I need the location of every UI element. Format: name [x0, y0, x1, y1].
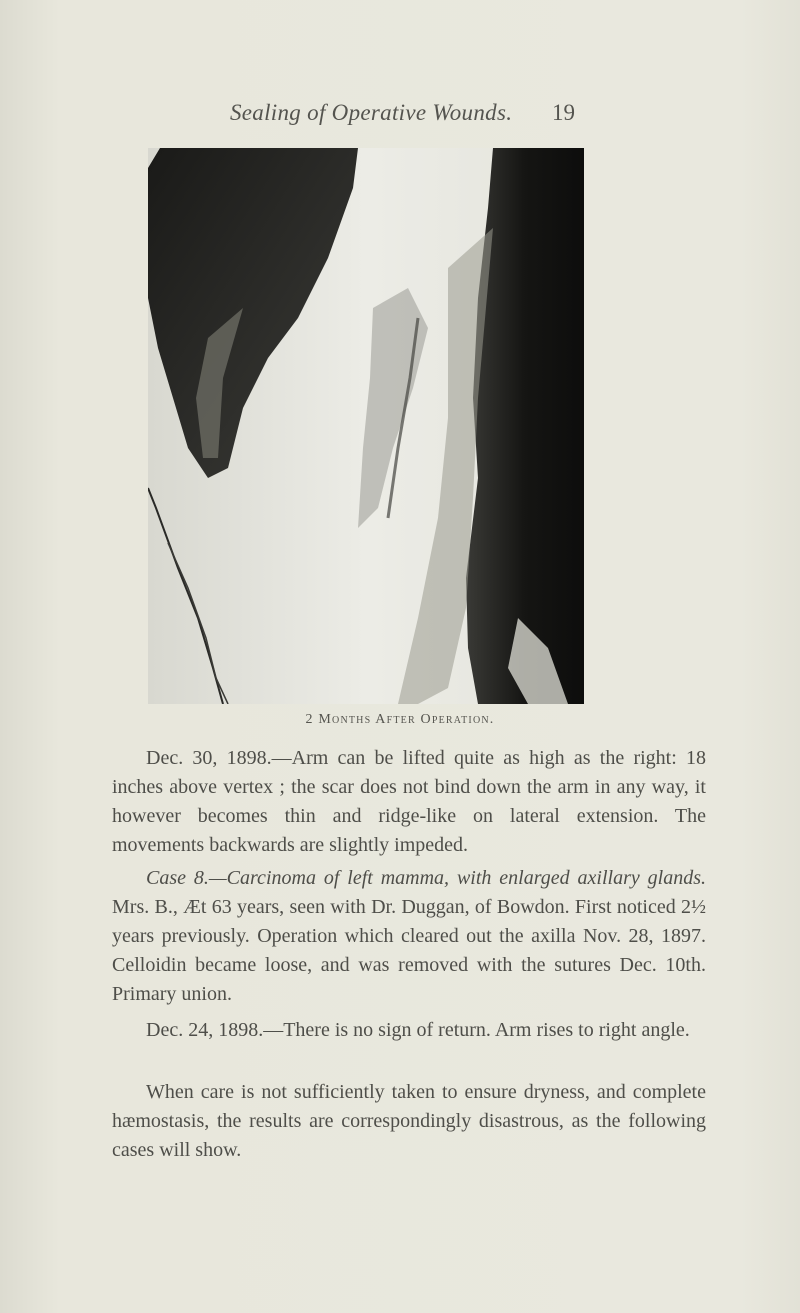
paragraph-1 [112, 744, 706, 871]
figure-caption: 2 Months After Operation. [305, 712, 495, 727]
page-number: 19 [552, 100, 575, 125]
photographic-plate [148, 148, 584, 704]
running-title: Sealing of Operative Wounds. [230, 100, 513, 125]
running-head [0, 100, 800, 140]
paragraph-4 [112, 1078, 706, 1176]
case-body: Mrs. B., Æt 63 years, seen with Dr. Duggan, of Bowdon. First noticed 2½ years previously. Operation which cleared out the axilla Nov. 28, 1897. Celloidin became loose, and was removed with the sutures Dec. 10th. Primary union. [112, 896, 706, 1005]
radiograph-icon [148, 148, 584, 704]
paragraph-text: When care is not sufficiently taken to ensure dryness, and complete hæmostasis, the results are correspondingly disastrous, as the following cases will show. [112, 1081, 706, 1161]
paragraph-text [112, 864, 706, 1009]
paragraph-case-8 [112, 864, 706, 1020]
paragraph-text: Dec. 30, 1898.—Arm can be lifted quite as high as the right: 18 inches above vertex ; the scar does not bind down the arm in any way, it however becomes thin and ridge-like on lateral extension. The movements backwards are slightly impeded. [112, 747, 706, 856]
paragraph-text: Dec. 24, 1898.—There is no sign of return. Arm rises to right angle. [146, 1019, 690, 1041]
paragraph-3 [112, 1016, 706, 1056]
case-heading: Case 8.—Carcinoma of left mamma, with enlarged axillary glands. [146, 867, 706, 889]
